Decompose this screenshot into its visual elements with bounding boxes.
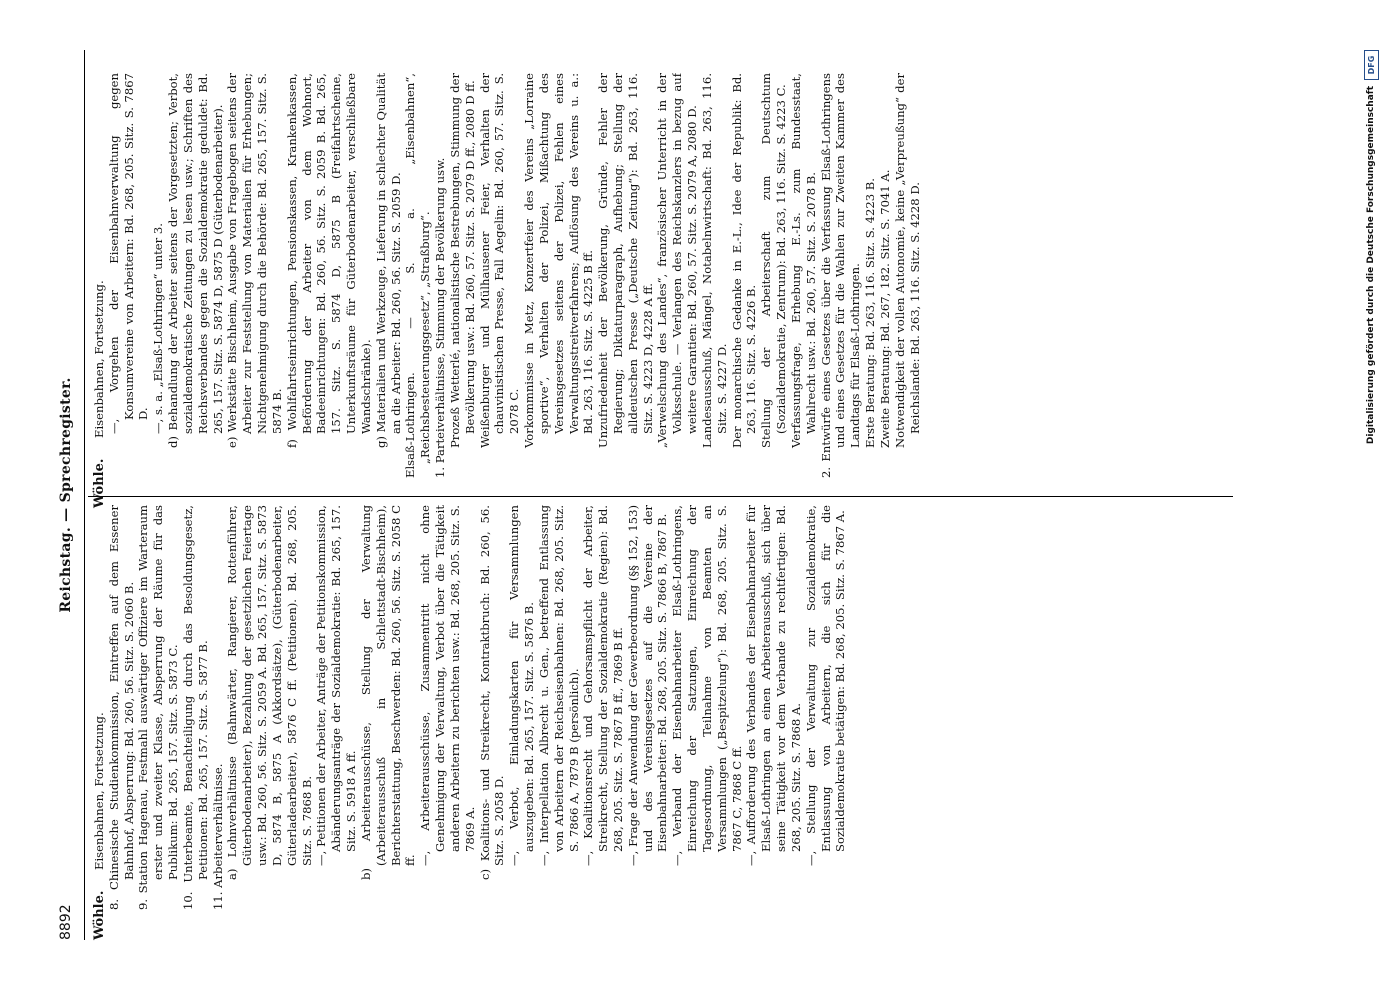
index-entry: 10. Unterbeamte, Benachteiligung durch das Besoldungsgesetz, Petitionen: Bd. 265, 157. Sitz. S. 5877 B. [180,505,210,910]
index-entry: 8. Chinesische Studienkommission, Eintreffen auf dem Essener Bahnhof, Absperrung: Bd. 260, 56. Sitz. S. 2060 B. [106,505,136,910]
index-subentry: Prozeß Wetterlé, nationalistische Bestrebungen, Stimmung der Bevölkerung usw.: Bd. 260, 57. Sitz. S. 2079 D ff., 2080 D ff. [447,73,477,448]
index-subentry: —, Arbeiterausschüsse, Zusammentritt nicht ohne Genehmigung der Verwaltung, Verbot über die Tätigkeit anderen Arbeitern zu berichten usw.: Bd. 268, 205. Sitz. S. 7869 A. [418,505,477,866]
index-subentry: e) Werkstätte Bischheim, Ausgabe von Fragebogen seitens der Arbeiter zur Feststellung von Materialien für Erhebungen; Nichtgenehmigung durch die Behörde: Bd. 265, 157. Sitz. S. 5874 B. [225,73,284,448]
index-subentry: Zweite Beratung: Bd. 267, 182. Sitz. S. 7041 A. [877,169,892,448]
index-subentry: —, Aufforderung des Verbandes der Eisenbahnarbeiter für Elsaß-Lothringen an einen Arbeiterausschuß, sich über seine Tätigkeit vor dem Verbande zu rechtfertigen: Bd. 268, 205. Sitz. S. 7868 A. [744,505,803,866]
index-entry: Elsaß-Lothringen. — S. a. „Eisenbahnen“, „Reichsbesteuerungsgesetz“, „Straßburg“. [403,73,433,478]
digitization-credit: Digitalisierung gefördert durch die Deutsche Forschungsgemeinschaft [1366,86,1376,445]
index-subentry: f) Wohlfahrtseinrichtungen, Pensionskassen, Krankenkassen, Beförderung der Arbeiter von dem Wohnort, Badeeinrichtungen: Bd. 260, 56. Sitz. S. 2059 B. Bd. 265, 157. Sitz. S. 5874 D, 5875 B (Freifahrtscheine, Unterkunftsräume für Güterbodenarbeiter, verschließbare Wandschränke). [284,73,373,448]
left-column-keyword: Wöhle. [92,890,107,940]
index-subentry: —, Frage der Anwendung der Gewerbeordnung (§§ 152, 153) und des Vereinsgesetzes auf die Vereine der Eisenbahnarbeiter: Bd. 268, 205. Sitz. S. 7866 B, 7867 B. [625,505,670,866]
index-subentry: —, Vorgehen der Eisenbahnverwaltung gegen Konsumvereine von Arbeitern: Bd. 268, 205. Sitz. S. 7867 D. [106,73,151,434]
index-subentry: —, Koalitionsrecht und Gehorsamspflicht der Arbeiter, Streikrecht, Stellung der Sozialdemokratie (Regien): Bd. 268, 205. Sitz. S. 7867 B ff., 7869 B ff. [581,505,625,866]
index-subentry: Landesausschuß, Mängel, Notabelnwirtschaft: Bd. 263, 116. Sitz. S. 4227 D. [699,73,729,448]
index-subentry: a) Lohnverhältnisse (Bahnwärter, Rangierer, Rottenführer, Güterbodenarbeiter), Bezahlung der gesetzlichen Feiertage usw.: Bd. 260, 56. Sitz. S. 2059 A. Bd. 265, 157. Sitz. S. 5873 D, 5874 B, 5875 A (Akkordsätze), (Güterbodenarbeiter, Güterladearbeiter), 5876 C ff. (Petitionen). Bd. 268, 205. Sitz. S. 7868 B. [225,505,314,880]
index-subentry: Stellung der Arbeiterschaft zum Deutschtum (Sozialdemokratie, Zentrum): Bd. 263, 116. Sitz. S. 4223 C. [759,73,789,448]
index-entry: 11. Arbeiterverhältnisse. [210,763,225,910]
index-subentry: Notwendigkeit der vollen Autonomie, keine „Verpreußung“ der Reichslande: Bd. 263, 116. Sitz. S. 4228 D. [892,73,922,448]
index-entry: 2. Entwürfe eines Gesetzes über die Verfassung Elsaß-Lothringens und eines Gesetzes für die Wahlen zur Zweiten Kammer des Landtags für Elsaß-Lothringen. [818,73,863,478]
index-entry: 1. Parteiverhältnisse, Stimmung der Bevölkerung usw. [433,157,448,478]
index-entry: 9. Station Hagenau, Festmahl auswärtiger Offiziere im Warteraum erster und zweiter Klasse, Absperrung der Räume für das Publikum: Bd. 265, 157. Sitz. S. 5873 C. [136,505,181,910]
index-subentry: —, Stellung der Verwaltung zur Sozialdemokratie, Entlassung von Arbeitern, die sich für die Sozialdemokratie betätigen: Bd. 268, 205. Sitz. S. 7867 A. [803,505,848,866]
digitization-footer [1362,50,1380,444]
header-rule [84,50,85,940]
index-subentry: b) Arbeiterausschüsse, Stellung der Verwaltung (Arbeiterausschuß in Schlettstadt-Bischheim), Berichterstattung, Beschwerden: Bd. 260, 56. Sitz. S. 2058 C ff. [358,505,418,880]
index-subentry: —, Verbot, Einladungskarten für Versammlungen auszugeben: Bd. 265, 157. Sitz. S. 5876 B. [507,505,537,866]
index-subentry: —, Petitionen der Arbeiter, Anträge der Petitionskommission, Abänderungsanträge der Sozialdemokratie: Bd. 265, 157. Sitz. S. 5918 A ff. [314,505,359,866]
index-subentry: —, Interpellation Albrecht u. Gen., betreffend Entlassung von Arbeitern der Reichseisenbahnen: Bd. 268, 205. Sitz. S. 7866 A, 7879 B (persönlich). [536,505,581,866]
right-column [92,73,1242,478]
right-column-keyword: Wöhle. [92,458,107,508]
page-header [58,50,82,940]
index-subentry: —, s. a. „Elsaß-Lothringen“ unter 3. [151,223,166,434]
index-subentry: c) Koalitions- und Streikrecht, Kontraktbruch: Bd. 260, 56. Sitz. S. 2058 D. [477,505,507,880]
index-subentry: d) Behandlung der Arbeiter seitens der Vorgesetzten; Verbot, sozialdemokratische Zeitungen zu lesen usw.; Schriften des Reichsverbandes gegen die Sozialdemokratie geduldet: Bd. 265, 157. Sitz. S. 5874 D, 5875 D (Güterbodenarbeiter). [166,73,225,448]
index-subentry: Erste Beratung: Bd. 263, 116. Sitz. S. 4223 B. [863,178,878,448]
dfg-logo-icon: DFG [1364,50,1379,80]
index-subentry: —, Verband der Eisenbahnarbeiter Elsaß-Lothringens, Einreichung der Satzungen, Einreichung der Tagesordnung, Teilnahme von Beamten an Versammlungen („Bespitzelung“): Bd. 268, 205. Sitz. S. 7867 C, 7868 C ff. [670,505,744,866]
running-title: Reichstag. — Sprechregister. [58,377,74,613]
index-subentry: Der monarchische Gedanke in E.-L., Idee der Republik: Bd. 263, 116. Sitz. S. 4226 B. [729,73,759,448]
column-divider [88,496,1233,497]
left-continuation-heading: Eisenbahnen, Fortsetzung. [92,712,106,870]
index-subentry: g) Materialien und Werkzeuge, Lieferung in schlechter Qualität an die Arbeiter: Bd. 260, 56. Sitz. S. 2059 D. [373,73,403,448]
index-subentry: Vorkommnisse in Metz, Konzertfeier des Vereins „Lorraine sportive“, Verhalten der Polizei, Mißachtung des Vereinsgesetzes seitens der Polizei, Fehlen eines Verwaltungsstreitverfahrens; Auflösung des Vereins u. a.: Bd. 263, 116. Sitz. S. 4225 B ff. [522,73,596,448]
left-column [92,505,1242,910]
right-continuation-heading: Eisenbahnen, Fortsetzung. [92,280,106,438]
index-subentry: Unzufriedenheit der Bevölkerung, Gründe, Fehler der Regierung; Diktaturparagraph, Aufhebung; Stellung der alldeutschen Presse („Deutsche Zeitung“): Bd. 263, 116. Sitz. S. 4223 D, 4228 A ff. [596,73,655,448]
index-subentry: „Verwelschung des Landes“, französischer Unterricht in der Volksschule. — Verlangen des Reichskanzlers in bezug auf weitere Garantien: Bd. 260, 57. Sitz. S. 2079 A, 2080 D. [655,73,700,448]
page-number: 8892 [58,904,74,940]
index-subentry: Weißenburger und Mülhausener Feier, Verhalten der chauvinistischen Presse, Fall Aegelin: Bd. 260, 57. Sitz. S. 2078 C. [477,73,522,448]
index-subentry: Verfassungsfrage, Erhebung E.-Ls. zum Bundesstaat, Wahlrecht usw.: Bd. 260, 57. Sitz. S. 2078 B. [788,73,818,448]
